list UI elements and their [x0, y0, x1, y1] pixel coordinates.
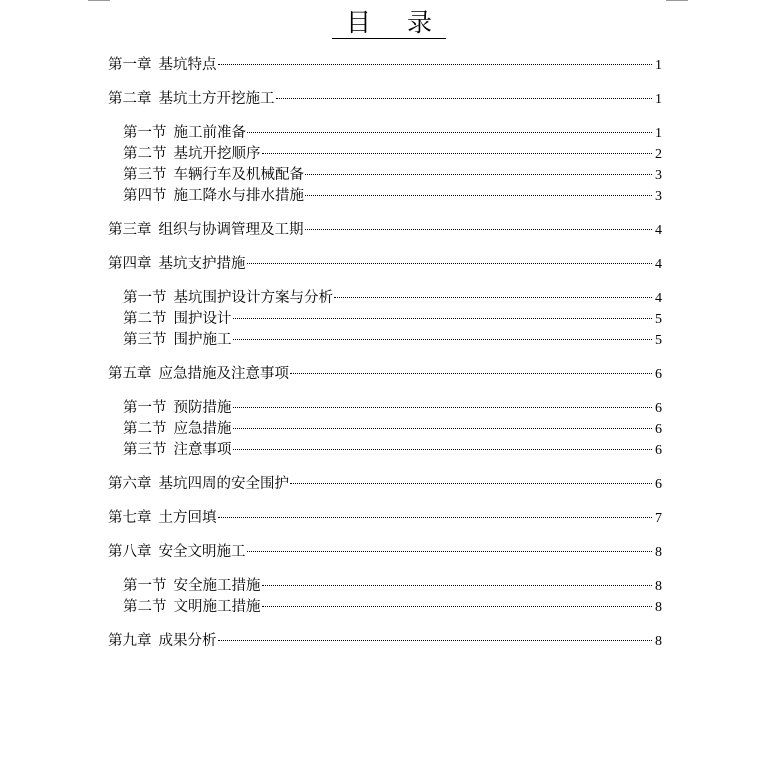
toc-dot-leader	[247, 132, 652, 133]
toc-page-number: 8	[655, 579, 662, 594]
toc-entry-number: 第三节	[123, 167, 167, 183]
toc-entry-title: 基坑土方开挖施工	[158, 91, 275, 107]
toc-dot-leader	[334, 297, 652, 298]
toc-entry[interactable]	[108, 542, 662, 563]
toc-entry[interactable]	[108, 364, 662, 385]
toc-entry-number: 第一章	[108, 57, 152, 73]
toc-entry-title: 围护设计	[173, 311, 232, 327]
toc-dot-leader	[247, 263, 653, 264]
toc-entry[interactable]	[108, 288, 662, 309]
toc-dot-leader	[233, 318, 653, 319]
toc-dot-leader	[233, 407, 653, 408]
toc-page-number: 1	[655, 58, 662, 73]
toc-entry[interactable]	[108, 474, 662, 495]
toc-entry[interactable]	[108, 419, 662, 440]
toc-entry[interactable]	[108, 220, 662, 241]
toc-entry-number: 第五章	[108, 366, 152, 382]
toc-entry-title: 应急措施及注意事项	[158, 366, 289, 382]
toc-entry-title: 基坑支护措施	[158, 256, 246, 272]
toc-entry-title: 基坑特点	[158, 57, 217, 73]
toc-page-number: 6	[655, 367, 662, 382]
toc-dot-leader	[218, 640, 653, 641]
toc-page-number: 8	[655, 545, 662, 560]
toc-entry-number: 第二节	[123, 311, 167, 327]
toc-page-number: 6	[655, 401, 662, 416]
toc-entry-title: 组织与协调管理及工期	[158, 222, 304, 238]
toc-dot-leader	[305, 229, 653, 230]
toc-entry-number: 第二节	[123, 421, 167, 437]
toc-entry-title: 施工前准备	[173, 125, 246, 141]
toc-page-number: 3	[655, 168, 662, 183]
toc-entry[interactable]	[108, 576, 662, 597]
toc-entry-number: 第四节	[123, 188, 167, 204]
toc-dot-leader	[276, 98, 653, 99]
toc-dot-leader	[233, 428, 653, 429]
toc-dot-leader	[218, 64, 653, 65]
toc-dot-leader	[233, 449, 653, 450]
toc-entry[interactable]	[108, 309, 662, 330]
toc-entry-number: 第二节	[123, 146, 167, 162]
toc-entry-title: 车辆行车及机械配备	[173, 167, 304, 183]
toc-entry-title: 成果分析	[158, 633, 217, 649]
toc-entry-number: 第一节	[123, 578, 167, 594]
toc-entry-title: 安全施工措施	[173, 578, 261, 594]
toc-page-number: 5	[655, 333, 662, 348]
toc-entry-title: 基坑开挖顺序	[173, 146, 261, 162]
toc-title-container	[0, 8, 778, 38]
toc-entry[interactable]	[108, 254, 662, 275]
toc-dot-leader	[247, 551, 653, 552]
toc-entry-number: 第六章	[108, 476, 152, 492]
toc-entry-number: 第一节	[123, 290, 167, 306]
toc-entry-title: 应急措施	[173, 421, 232, 437]
toc-entry[interactable]	[108, 330, 662, 351]
toc-entry[interactable]	[108, 165, 662, 186]
toc-entry-title: 文明施工措施	[173, 599, 261, 615]
toc-entry-number: 第三节	[123, 332, 167, 348]
toc-entry[interactable]	[108, 144, 662, 165]
toc-entry-title: 围护施工	[173, 332, 232, 348]
toc-page-number: 8	[655, 600, 662, 615]
toc-page-number: 3	[655, 189, 662, 204]
toc-page-number: 2	[655, 147, 662, 162]
toc-entry[interactable]	[108, 123, 662, 144]
toc-entry-number: 第八章	[108, 544, 152, 560]
toc-dot-leader	[290, 373, 652, 374]
page-corner-mark-right	[666, 0, 688, 1]
toc-entry-title: 施工降水与排水措施	[173, 188, 304, 204]
toc-page-number: 7	[655, 511, 662, 526]
toc-entry-number: 第一节	[123, 400, 167, 416]
toc-page-number: 8	[655, 634, 662, 649]
toc-page-number: 1	[655, 126, 662, 141]
toc-entry[interactable]	[108, 186, 662, 207]
toc-entry-number: 第三节	[123, 442, 167, 458]
toc-entry[interactable]	[108, 631, 662, 652]
toc-page-number: 4	[655, 291, 662, 306]
toc-dot-leader	[262, 153, 653, 154]
toc-entry[interactable]	[108, 508, 662, 529]
toc-entry-title: 注意事项	[173, 442, 232, 458]
toc-entry-title: 预防措施	[173, 400, 232, 416]
toc-dot-leader	[233, 339, 653, 340]
toc-page-number: 1	[655, 92, 662, 107]
toc-page-number: 5	[655, 312, 662, 327]
toc-entry[interactable]	[108, 89, 662, 110]
toc-entry-title: 基坑四周的安全围护	[158, 476, 289, 492]
toc-dot-leader	[305, 174, 652, 175]
toc-dot-leader	[290, 483, 652, 484]
toc-dot-leader	[262, 606, 653, 607]
toc-page-number: 6	[655, 443, 662, 458]
toc-entry-number: 第一节	[123, 125, 167, 141]
toc-entry-number: 第四章	[108, 256, 152, 272]
toc-entry-title: 土方回填	[158, 510, 217, 526]
toc-entry[interactable]	[108, 55, 662, 76]
toc-entry-number: 第九章	[108, 633, 152, 649]
toc-dot-leader	[305, 195, 652, 196]
toc-entry-number: 第七章	[108, 510, 152, 526]
toc-entry-number: 第二章	[108, 91, 152, 107]
toc-entry[interactable]	[108, 597, 662, 618]
toc-entry-title: 安全文明施工	[158, 544, 246, 560]
toc-list	[108, 55, 662, 652]
toc-page-number: 6	[655, 477, 662, 492]
toc-entry-number: 第三章	[108, 222, 152, 238]
toc-page-number: 6	[655, 422, 662, 437]
toc-dot-leader	[218, 517, 653, 518]
toc-page-number: 4	[655, 257, 662, 272]
toc-entry-number: 第二节	[123, 599, 167, 615]
toc-entry[interactable]	[108, 398, 662, 419]
toc-page-number: 4	[655, 223, 662, 238]
toc-entry[interactable]	[108, 440, 662, 461]
toc-entry-title: 基坑围护设计方案与分析	[173, 290, 333, 306]
page-corner-mark-left	[88, 0, 110, 1]
toc-dot-leader	[262, 585, 653, 586]
toc-title: 目 录	[332, 8, 446, 39]
